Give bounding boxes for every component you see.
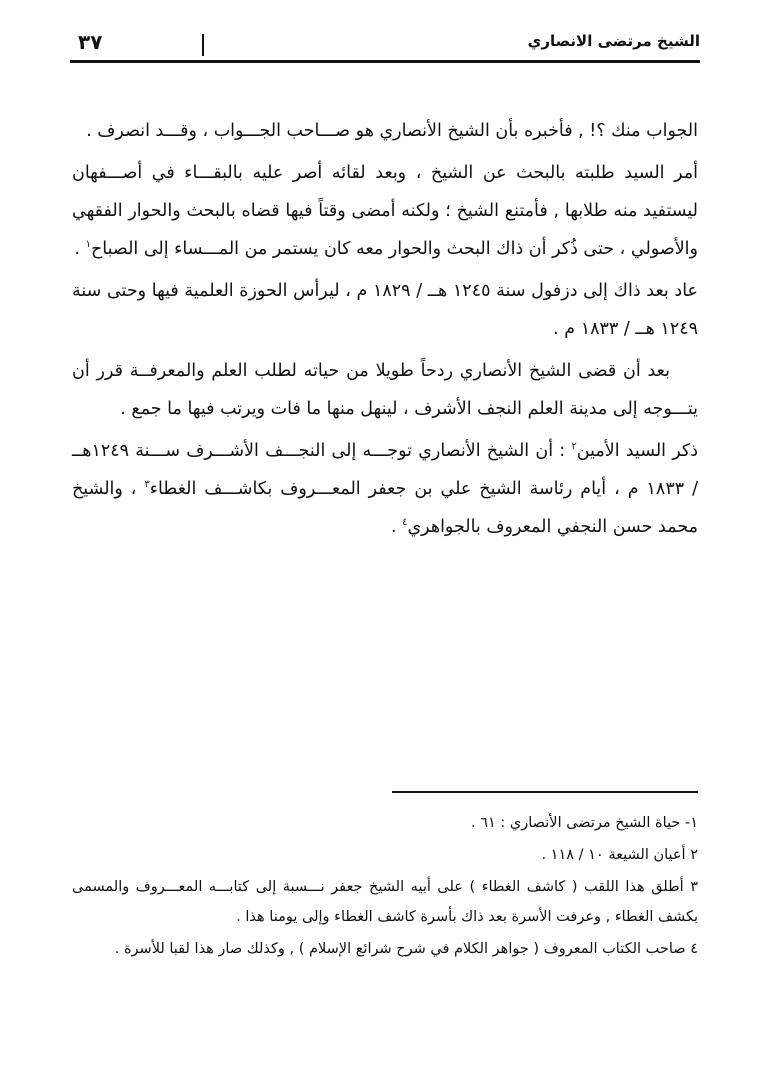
paragraph-2 [72,154,698,268]
footnotes [72,808,698,966]
header-title: الشيخ مرتضى الانصاري [527,32,700,50]
page-number: ٣٧ [78,30,103,54]
paragraph-1: الجواب منك ؟! , فأخبره بأن الشيخ الأنصاري هو صـــاحب الجـــواب ، وقـــد انصرف . [86,121,698,141]
paragraph-5-part-b: : أن الشيخ الأنصاري توجـــه إلى النجـــف الأشـــرف ســـنة ١٢٤٩هــ / ١٨٣٣ م ، أيام رئاسة الشيخ علي بن جعفر المعـــروف بكاشـــف الغطاء [72,441,698,499]
paragraph-5-part-c: ، والشيخ محمد حسن النجفي المعروف بالجواهري [72,479,698,537]
footnote-separator [392,791,698,793]
paragraph-2-end: . [74,239,86,259]
footnote-ref-4[interactable]: ٤ [402,517,408,529]
header-tick-mark [202,34,204,56]
header-rule [70,60,700,63]
main-text [72,112,698,550]
footnote-ref-2[interactable]: ٢ [571,441,577,453]
paragraph-4: بعد أن قضى الشيخ الأنصاري ردحاً طويلا من حياته لطلب العلم والمعرفــة قرر أن يتـــوجه إلى مدينة العلم النجف الأشرف ، لينهل منها ما فات ويرتب فيها ما جمع . [72,361,698,419]
footnote-ref-1[interactable]: ١ [85,239,91,251]
paragraph-5 [72,432,698,546]
paragraph-5-part-d: . [390,517,403,537]
footnote-2: ٢ أعيان الشيعة ١٠ / ١١٨ . [541,847,698,863]
footnote-3: ٣ أطلق هذا اللقب ( كاشف الغطاء ) على أبيه الشيخ جعفر نـــسبة إلى كتابـــه المعـــروف والمسمى بكشف الغطاء , وعرفت الأسرة بعد ذاك بأسرة كاشف الغطاء وإلى يومنا هذا . [72,879,698,925]
footnote-4: ٤ صاحب الكتاب المعروف ( جواهر الكلام في شرح شرائع الإسلام ) , وكذلك صار هذا لقبا للأسرة . [114,941,698,957]
footnote-1: ١- حياة الشيخ مرتضى الأنصاري : ٦١ . [471,815,698,831]
running-header [70,28,700,62]
footnote-ref-3[interactable]: ٣ [144,479,150,491]
paragraph-3: عاد بعد ذاك إلى دزفول سنة ١٢٤٥ هــ / ١٨٢٩ م ، ليرأس الحوزة العلمية فيها وحتى سنة ١٢٤٩ هــ / ١٨٣٣ م . [72,281,698,339]
paragraph-5-part-a: ذكر السيد الأمين [576,441,698,461]
paragraph-2-text: أمر السيد طلبته بالبحث عن الشيخ ، وبعد لقائه أصر عليه بالبقـــاء في أصـــفهان ليستفيد منه طلابها , فأمتنع الشيخ ؛ ولكنه أمضى وقتاً فيها قضاه بالبحث والحوار الفقهي والأصولي ، حتى ذُكر أن ذاك البحث والحوار معه كان يستمر من المـــساء إلى الصباح [72,163,698,259]
